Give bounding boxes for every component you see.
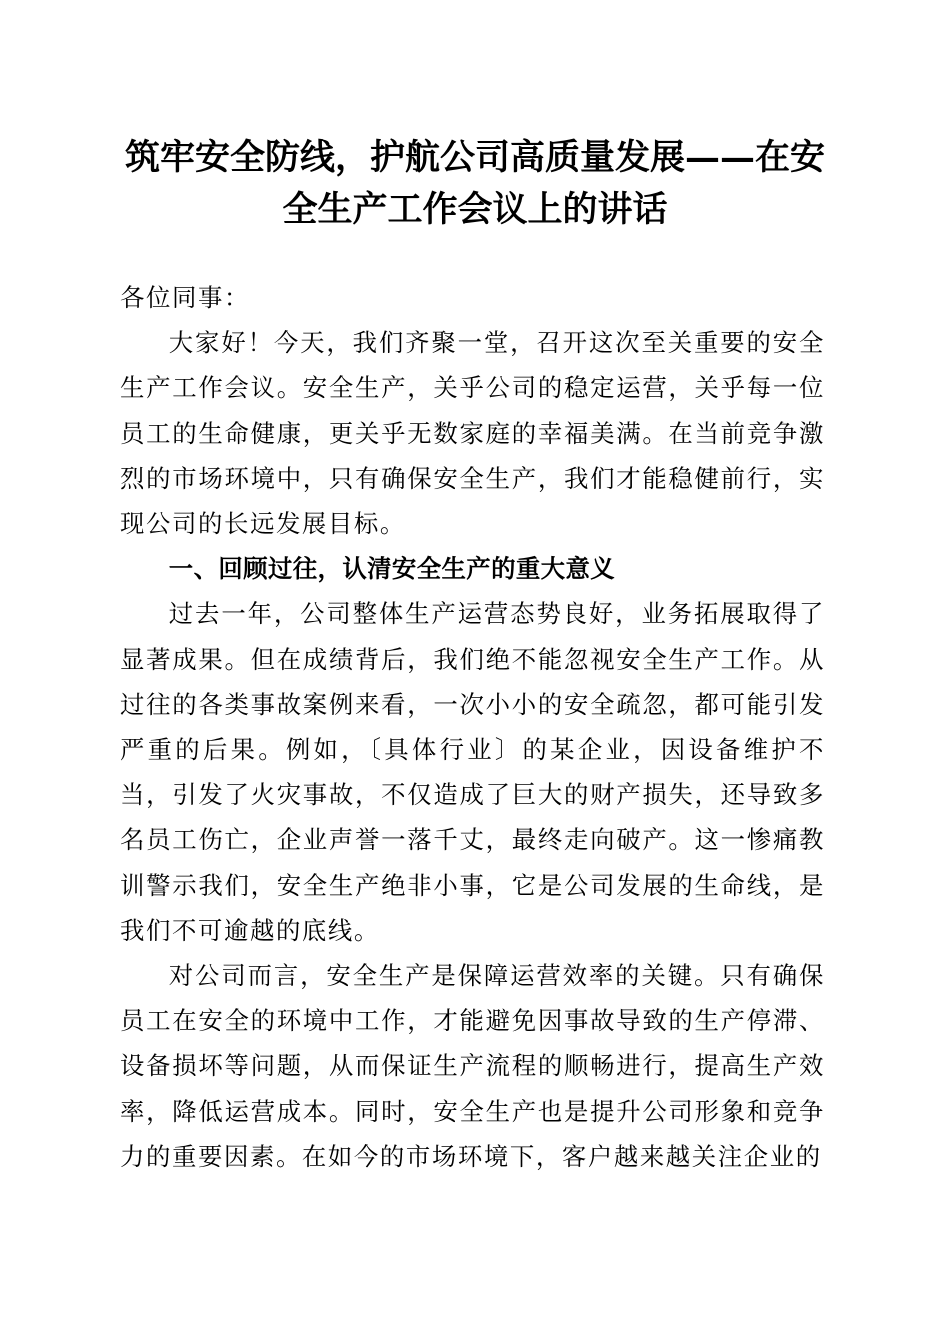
section-heading: 一、回顾过往，认清安全生产的重大意义	[168, 554, 616, 584]
paragraph-review: 过去一年，公司整体生产运营态势良好，业务拓展取得了显著成果。但在成绩背后，我们绝不能忽视安全生产工作。从过往的各类事故案例来看，一次小小的安全疏忽，都可能引发严重的后果。例如，〔具体行业〕的某企业，因设备维护不当，引发了火灾事故，不仅造成了巨大的财产损失，还导致多名员工伤亡，企业声誉一落千丈，最终走向破产。这一惨痛教训警示我们，安全生产绝非小事，它是公司发展的生命线，是我们不可逾越的底线。	[120, 599, 825, 945]
salutation: 各位同事：	[120, 283, 250, 312]
document-body	[120, 275, 825, 1179]
document-title: 筑牢安全防线，护航公司高质量发展——在安全生产工作会议上的讲话	[124, 137, 825, 230]
paragraph-significance: 对公司而言，安全生产是保障运营效率的关键。只有确保员工在安全的环境中工作，才能避免因事故导致的生产停滞、设备损坏等问题，从而保证生产流程的顺畅进行，提高生产效率，降低运营成本。同时，安全生产也是提升公司形象和竞争力的重要因素。在如今的市场环境下，客户越来越关注企业的	[120, 961, 825, 1171]
paragraph-opening: 大家好！今天，我们齐聚一堂，召开这次至关重要的安全生产工作会议。安全生产，关乎公司的稳定运营，关乎每一位员工的生命健康，更关乎无数家庭的幸福美满。在当前竞争激烈的市场环境中，只有确保安全生产，我们才能稳健前行，实现公司的长远发展目标。	[120, 328, 825, 539]
